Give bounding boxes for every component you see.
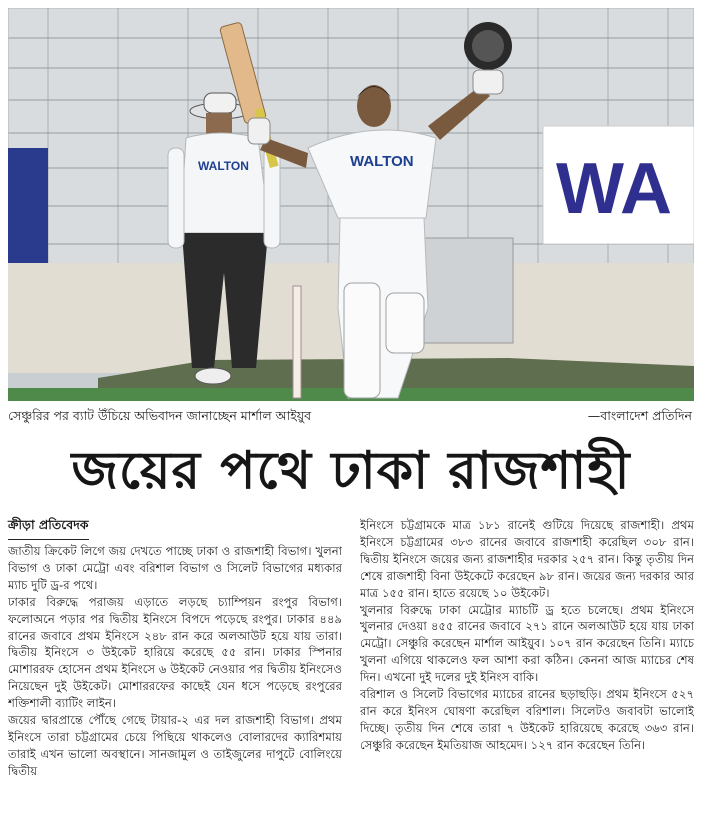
stump [293, 286, 301, 398]
article-paragraph: ঢাকার বিরুদ্ধে পরাজয় এড়াতে লড়ছে চ্যাম্পিয়ন রংপুর বিভাগ। ফলোঅনে পড়ার পর দ্বিতীয় ইনিংসে বিপদে পড়েছে রংপুর। ঢাকার ৪৪৯ রানের জবাবে প্রথম ইনিংসে ২৪৮ রান করে অলআউট হয়ে যায় তারা। দ্বিতীয় ইনিংসে ৩ উইকেট হারিয়ে করেছে ৫৫ রান। ঢাকার স্পিনার মোশাররফ হোসেন প্রথম ইনিংসে ৬ উইকেট নেওয়ার পর দ্বিতীয় ইনিংসেও নিয়েছেন দুই উইকেট। মোশাররফের কাছেই যেন ধসে পড়েছে রংপুরের শক্তিশালী ব্যাটিং লাইন। [8, 594, 342, 711]
photo-caption: সেঞ্চুরির পর ব্যাট উঁচিয়ে অভিবাদন জানাচ্ছেন মার্শাল আইয়ুব [8, 408, 312, 423]
byline: ক্রীড়া প্রতিবেদক [8, 517, 89, 540]
right-banner-text: WA [556, 149, 672, 229]
batsman-shirt-text: WALTON [350, 153, 414, 170]
article-paragraph: বরিশাল ও সিলেট বিভাগের ম্যাচের রানের ছড়াছড়ি। প্রথম ইনিংসে ৫২৭ রান করে ইনিংস ঘোষণা করেছিল বরিশাল। সিলেটও জবাবটা ভালোই দিচ্ছে। তৃতীয় দিন শেষে তারা ৭ উইকেট হারিয়েছে করেছে ৩৬৩ রান। সেঞ্চুরি করেছেন ইমতিয়াজ আহমেদ। ১২৭ রান করেছেন তিনি। [360, 687, 694, 752]
photo-caption-row [8, 405, 694, 427]
article-paragraph: ইনিংসে চট্টগ্রামকে মাত্র ১৮১ রানেই গুটিয়ে দিয়েছে রাজশাহী। প্রথম ইনিংসে চট্টগ্রামের ৩৮৩ রানের জবাবে রাজশাহী করেছিল ৩০৮ রান। দ্বিতীয় ইনিংসে জয়ের জন্য রাজশাহীর দরকার ২৫৭ রান। কিন্তু তৃতীয় দিন শেষে রাজশাহী বিনা উইকেটে করেছেন ৯৮ রান। জয়ের জন্য দরকার আর মাত্র ১৫৫ রান। হাতে রয়েছে ১০ উইকেট। [360, 518, 694, 600]
article-paragraph: জয়ের দ্বারপ্রান্তে পৌঁছে গেছে টায়ার-২ এর দল রাজশাহী বিভাগ। প্রথম ইনিংসে তারা চট্টগ্রামের চেয়ে পিছিয়ে থাকলেও বোলারদের ক্যারিশমায় তারাই এখন ভালো অবস্থানে। সানজামুল ও তাইজুলের দাপুটে বোলিংয়ে দ্বিতীয় [8, 713, 342, 778]
article-column-right [360, 517, 694, 815]
umpire-shirt-text: WALTON [198, 159, 249, 173]
article-column-left [8, 543, 342, 815]
news-photo [8, 8, 694, 401]
article-paragraph: জাতীয় ক্রিকেট লিগে জয় দেখতে পাচ্ছে ঢাকা ও রাজশাহী বিভাগ। খুলনা বিভাগ ও ঢাকা মেট্রো এবং বরিশাল বিভাগ ও সিলেট বিভাগের মধ্যকার ম্যাচ দুটি ড্র-র পথে। [8, 544, 342, 592]
headline: জয়ের পথে ঢাকা রাজশাহী [71, 441, 631, 501]
photo-credit: —বাংলাদেশ প্রতিদিন [587, 408, 692, 423]
cricket-photo-illustration [8, 8, 694, 401]
article-paragraph: খুলনার বিরুদ্ধে ঢাকা মেট্রোর ম্যাচটি ড্র হতে চলেছে। প্রথম ইনিংসে খুলনার দেওয়া ৪৫৫ রানের জবাবে ২৭১ রানে অলআউট হয়ে যায় ঢাকা মেট্রো। সেঞ্চুরি করেছেন মার্শাল আইয়ুব। ১০৭ রান করেছেন তিনি। ম্যাচে খুলনা এগিয়ে থাকলেও ফল আশা করা কঠিন। কেননা আজ ম্যাচের শেষ দিন। এখনো দুই দলের দুই ইনিংস বাকি। [360, 602, 694, 685]
